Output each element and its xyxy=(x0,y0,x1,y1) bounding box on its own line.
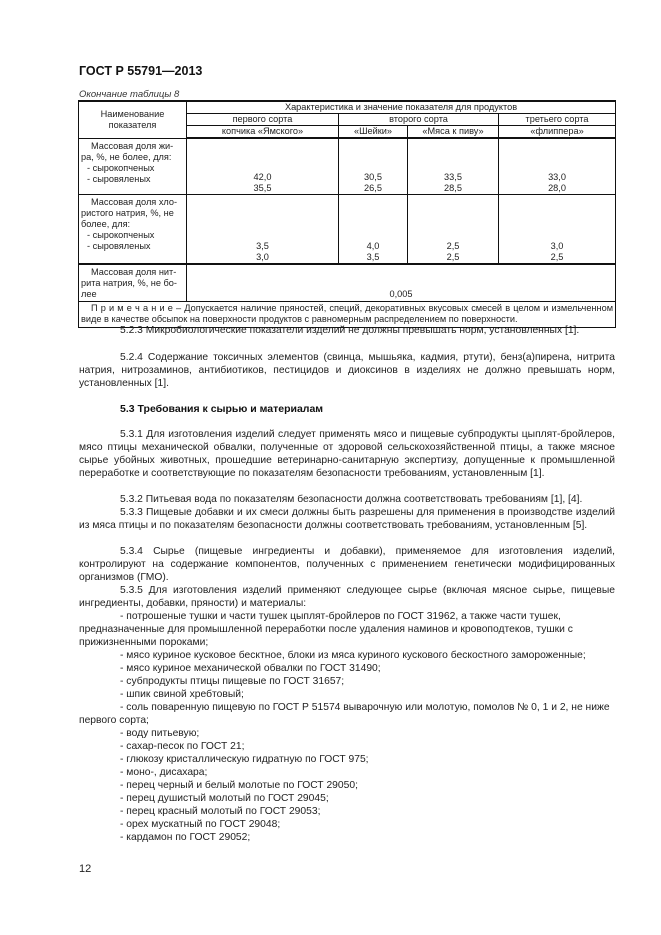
paragraph-5-3-2: 5.3.2 Питьевая вода по показателям безопасности должна соответствовать требованиям [1], [4]. xyxy=(120,494,583,505)
materials-list xyxy=(79,610,615,844)
table-caption: Окончание таблицы 8 xyxy=(79,89,180,100)
header-param-name: Наименование показателя xyxy=(79,101,187,138)
header-group-title: Характеристика и значение показателя для продуктов xyxy=(187,101,616,114)
list-item: - глюкозу кристаллическую гидратную по ГОСТ 975; xyxy=(120,754,369,765)
header-product-sheiki: «Шейки» xyxy=(339,126,408,139)
paragraph-5-3-3: 5.3.3 Пищевые добавки и их смеси должны быть разрешены для применения в производстве изделий из мяса птицы и по показателям безопасности должны соответствовать требованиям, установленным [5]. xyxy=(79,507,615,531)
header-product-myasa: «Мяса к пиву» xyxy=(408,126,499,139)
paragraph-5-3-4: 5.3.4 Сырье (пищевые ингредиенты и добавки), применяемое для изготовления изделий, контролируют на содержание компонентов, полученных с применением генетически модифицированных организмов (ГМО). xyxy=(79,546,615,583)
value-cell: 42,0 35,5 xyxy=(187,138,339,195)
value-cell: 33,5 28,5 xyxy=(408,138,499,195)
value-cell: 3,0 2,5 xyxy=(499,195,616,265)
header-grade-first: первого сорта xyxy=(187,114,339,126)
list-item: - субпродукты птицы пищевые по ГОСТ 31657; xyxy=(120,676,345,687)
header-product-kopchik: копчика «Ямского» xyxy=(187,126,339,139)
param-nitrite: Массовая доля нит- рита натрия, %, не бо- лее xyxy=(79,264,187,302)
list-item: - соль поваренную пищевую по ГОСТ Р 51574 выварочную или молотую, помолов № 0, 1 и 2, не ниже первого сорта; xyxy=(79,702,610,726)
paragraph-5-3-5: 5.3.5 Для изготовления изделий применяют следующее сырье (включая мясное сырье, пищевые ингредиенты, добавки, пряности) и материалы: xyxy=(79,585,615,609)
paragraph-5-3-1: 5.3.1 Для изготовления изделий следует применять мясо и пищевые субпродукты цыплят-бройлеров, мясо птицы механической обвалки, полученные от здоровой сельскохозяйственной птицы, а также мясное сырье убойных животных, прошедшие ветеринарно-санитарную экспертизу, допущенные к промышленной переработке и соответствующие по показателям безопасности требованиям, установленным [1]. xyxy=(79,429,615,479)
value-cell: 33,0 28,0 xyxy=(499,138,616,195)
value-cell: 30,5 26,5 xyxy=(339,138,408,195)
value-cell-merged: 0,005 xyxy=(187,264,616,302)
list-item: - перец душистый молотый по ГОСТ 29045; xyxy=(120,793,329,804)
list-item: - мясо куриное механической обвалки по ГОСТ 31490; xyxy=(120,663,381,674)
document-header: ГОСТ Р 55791—2013 xyxy=(79,64,203,78)
param-salt: Массовая доля хло- ристого натрия, %, не более, для: - сырокопченых - сыровяленых xyxy=(79,195,187,265)
list-item: - перец красный молотый по ГОСТ 29053; xyxy=(120,806,321,817)
list-item: - шпик свиной хребтовый; xyxy=(120,689,244,700)
list-item: - сахар-песок по ГОСТ 21; xyxy=(120,741,245,752)
paragraph-5-2-3: 5.2.3 Микробиологические показатели изделий не должны превышать норм, установленных [1]. xyxy=(120,325,580,336)
header-grade-second: второго сорта xyxy=(339,114,499,126)
header-grade-third: третьего сорта xyxy=(499,114,616,126)
list-item: - воду питьевую; xyxy=(120,728,200,739)
param-fat: Массовая доля жи- ра, %, не более, для: - сырокопченых - сыровяленых xyxy=(79,138,187,195)
list-item: - орех мускатный по ГОСТ 29048; xyxy=(120,819,281,830)
table-note: П р и м е ч а н и е – Допускается наличие пряностей, специй, декоративных вкусовых смесей в целом и измельченном виде в качестве обсыпок на поверхности продуктов с равномерным распределением по поверхности. xyxy=(79,302,616,328)
table-row xyxy=(79,138,616,195)
value-cell: 3,5 3,0 xyxy=(187,195,339,265)
list-item: - перец черный и белый молотые по ГОСТ 29050; xyxy=(120,780,358,791)
list-item: - мясо куриное кусковое бесктное, блоки из мяса куриного кускового бескостного замороженные; xyxy=(120,650,586,661)
paragraph-5-2-4: 5.2.4 Содержание токсичных элементов (свинца, мышьяка, кадмия, ртути), бенз(а)пирена, нитрита натрия, нитрозаминов, антибиотиков, пестицидов и диоксинов в изделиях не должно превышать норм, установленных [1]. xyxy=(79,352,615,389)
list-item: - потрошеные тушки и части тушек цыплят-бройлеров по ГОСТ 31962, а также части тушек, предназначенные для промышленной переработки после удаления наминов и кровоподтеков, тушки с прижизненными пороками; xyxy=(79,611,573,648)
page-number: 12 xyxy=(79,863,92,875)
list-item: - кардамон по ГОСТ 29052; xyxy=(120,832,251,843)
value-cell: 2,5 2,5 xyxy=(408,195,499,265)
value-cell: 4,0 3,5 xyxy=(339,195,408,265)
table-row xyxy=(79,264,616,302)
section-heading-5-3: 5.3 Требования к сырью и материалам xyxy=(120,403,324,415)
list-item: - моно-, дисахара; xyxy=(120,767,208,778)
table-8 xyxy=(78,100,616,328)
table-row xyxy=(79,195,616,265)
header-product-flippera: «флиппера» xyxy=(499,126,616,139)
